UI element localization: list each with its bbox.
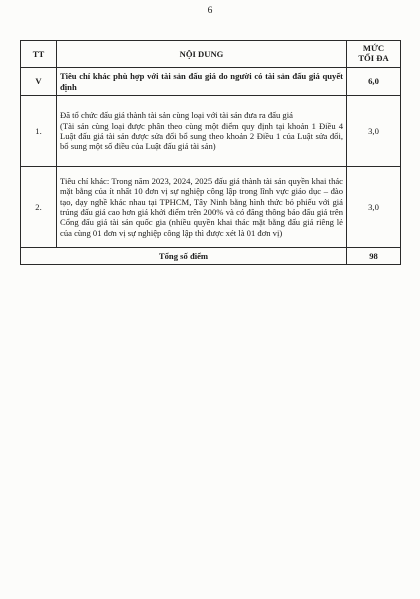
row-content	[57, 96, 347, 167]
row-number: 1.	[21, 96, 57, 167]
row-score: 3,0	[347, 96, 401, 167]
total-value: 98	[347, 248, 401, 265]
table-row	[21, 68, 401, 96]
header-content: NỘI DUNG	[57, 41, 347, 68]
row-score: 3,0	[347, 167, 401, 248]
row-score: 6,0	[347, 68, 401, 96]
header-tt: TT	[21, 41, 57, 68]
header-max-score-line2: TỐI ĐA	[358, 53, 389, 63]
page-number: 6	[207, 6, 213, 16]
table-header-row	[21, 41, 401, 68]
scoring-criteria-table	[20, 40, 401, 265]
total-row	[21, 248, 401, 265]
header-max-score-line1: MỨC	[362, 43, 385, 54]
header-max-score	[347, 41, 401, 68]
row-number: 2.	[21, 167, 57, 248]
row-content: Tiêu chí khác: Trong năm 2023, 2024, 2025 đấu giá thành tài sản quyền khai thác mặt bằng của ít nhất 10 đơn vị sự nghiệp công lập trong lĩnh vực giáo dục – đào tạo, dạy nghề khác nhau tại TPHCM, Tây Ninh bằng hình thức bỏ phiếu với giá trúng đấu giá cao hơn giá khởi điểm trên 200% và có đăng thông báo đấu giá trên Cổng đấu giá tài sản quốc gia (nhiều quyền khai thác mặt bằng đấu giá riêng lẻ của cùng 01 đơn vị sự nghiệp công lập thì được xét là 01 đơn vị)	[57, 167, 347, 248]
row-number: V	[21, 68, 57, 96]
table-row	[21, 96, 401, 167]
row-content-note: (Tài sản cùng loại được phân theo cùng một điểm quy định tại khoản 1 Điều 4 Luật đấu giá tài sản được sửa đổi bổ sung theo khoản 2 Điều 1 của Luật sửa đổi, bổ sung một số điều của Luật đấu giá tài sản)	[60, 120, 343, 152]
row-content: Tiêu chí khác phù hợp với tài sản đấu giá do người có tài sản đấu giá quyết định	[57, 68, 347, 96]
table-row	[21, 167, 401, 248]
total-label: Tổng số điểm	[21, 248, 347, 265]
row-content-line: Đã tổ chức đấu giá thành tài sản cùng loại với tài sản đưa ra đấu giá	[60, 110, 293, 121]
